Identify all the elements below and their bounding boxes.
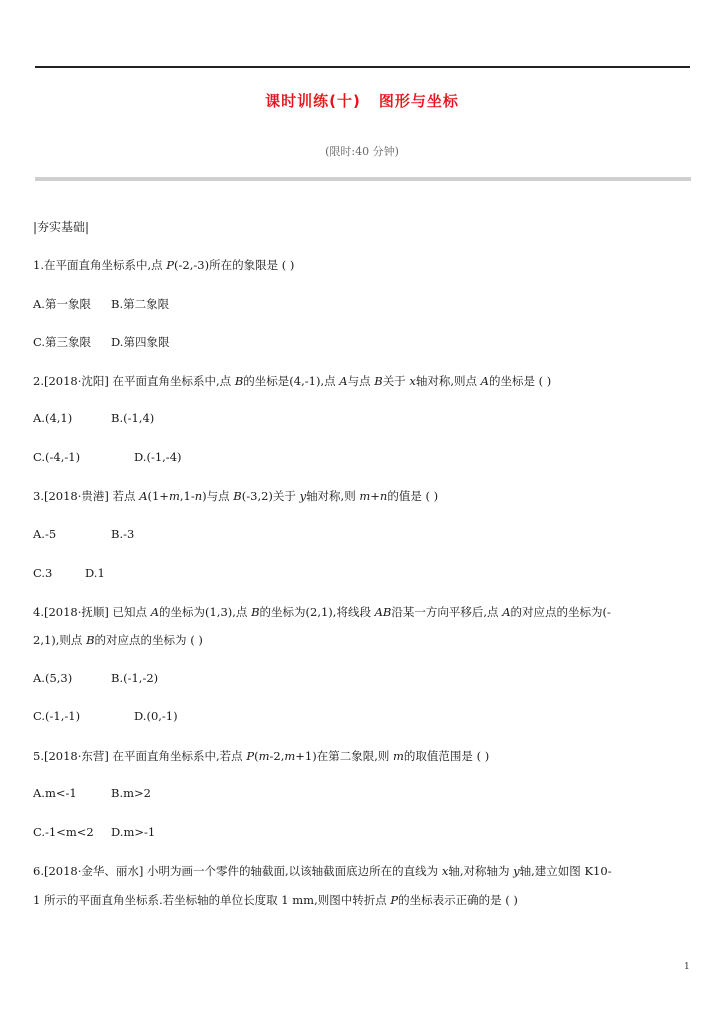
option-a: A.第一象限 [33,297,91,311]
question-1-options-row-2 [33,334,169,350]
option-c: C.(-1,-1) [33,709,81,723]
question-4: 4.[2018·抚顺] 已知点 A的坐标为(1,3),点 B的坐标为(2,1),将线段 AB沿某一方向平移后,点 A的对应点的坐标为(- [33,605,611,619]
option-b: B.(-1,4) [111,411,155,425]
question-3-options-row-1 [33,527,134,541]
question-2-options-row-1 [33,411,154,425]
option-d: D.(0,-1) [134,709,178,723]
option-c: C.第三象限 [33,335,92,349]
question-3: 3.[2018·贵港] 若点 A(1+m,1-n)与点 B(-3,2)关于 y轴对称,则 m+n的值是 ( ) [33,489,439,503]
question-6: 6.[2018·金华、丽水] 小明为画一个零件的轴截面,以该轴截面底边所在的直线为 x轴,对称轴为 y轴,建立如图 K10- [33,864,612,878]
page-number: 1 [684,962,690,972]
question-5-options-row-2 [33,825,155,839]
question-3-options-row-2 [33,566,105,580]
option-c: C.3 [33,566,53,580]
question-2: 2.[2018·沈阳] 在平面直角坐标系中,点 B的坐标是(4,-1),点 A与点 B关于 x轴对称,则点 A的坐标是 ( ) [33,374,552,388]
option-d: D.1 [85,566,105,580]
question-2-options-row-2 [33,450,182,464]
question-6-continued: 1 所示的平面直角坐标系.若坐标轴的单位长度取 1 mm,则图中转折点 P的坐标表示正确的是 ( ) [33,893,518,907]
title-topic: 图形与坐标 [378,92,459,110]
page-title [0,90,724,111]
option-d: D.(-1,-4) [134,450,182,464]
option-d: D.第四象限 [111,335,170,349]
question-4-continued: 2,1),则点 B的对应点的坐标为 ( ) [33,633,203,647]
option-c: C.(-4,-1) [33,450,81,464]
question-4-options-row-1 [33,671,158,685]
question-1: 1.在平面直角坐标系中,点 P(-2,-3)所在的象限是 ( ) [33,258,295,272]
option-b: B.-3 [111,527,135,541]
question-5: 5.[2018·东营] 在平面直角坐标系中,若点 P(m-2,m+1)在第二象限,则 m的取值范围是 ( ) [33,749,490,763]
question-5-options-row-1 [33,786,151,800]
option-a: A.(5,3) [33,671,73,685]
option-d: D.m>-1 [111,825,156,839]
option-b: B.第二象限 [111,297,170,311]
option-c: C.-1<m<2 [33,825,94,839]
question-1-options-row-1 [33,296,169,312]
time-limit: (限时:40 分钟) [325,145,399,158]
question-4-options-row-2 [33,709,178,723]
section-divider [35,177,691,181]
title-lesson: 课时训练(十) [265,92,361,110]
option-b: B.(-1,-2) [111,671,159,685]
section-label: |夯实基础| [33,220,90,234]
option-b: B.m>2 [111,786,151,800]
top-rule [35,66,690,68]
option-a: A.(4,1) [33,411,73,425]
option-a: A.-5 [33,527,57,541]
option-a: A.m<-1 [33,786,77,800]
